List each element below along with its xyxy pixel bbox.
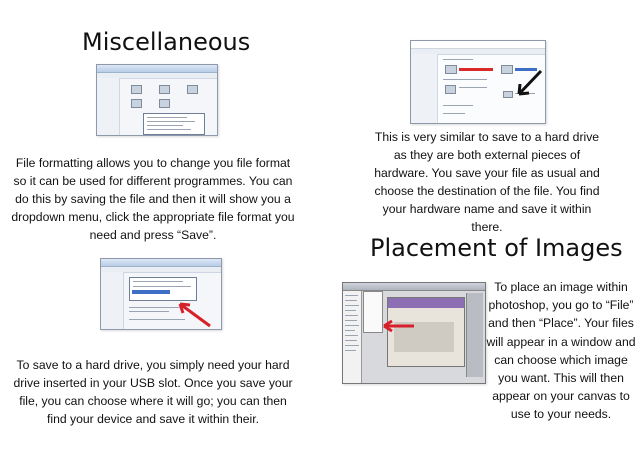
file-format-dropdown bbox=[143, 113, 205, 135]
black-arrow-icon bbox=[508, 66, 548, 106]
red-arrow-icon bbox=[166, 296, 226, 336]
miscellaneous-heading: Miscellaneous bbox=[82, 28, 251, 56]
hard-drive-paragraph: To save to a hard drive, you simply need your hard drive inserted in your USB slot. Once you save your file, you can choose where it will go; you can then find your device and save it within their. bbox=[13, 358, 293, 426]
red-arrow-icon bbox=[380, 318, 420, 334]
save-as-dialog-screenshot bbox=[96, 64, 218, 136]
placement-of-images-paragraph: To place an image within photoshop, you go to “File” and then “Place”. Your files will appear in a window and can choose which image you want. This will then appear on your canvas to use to your needs. bbox=[486, 280, 636, 422]
placement-of-images-heading: Placement of Images bbox=[370, 234, 623, 262]
file-formatting-paragraph: File formatting allows you to change you file format so it can be used for different programmes. You can do this by saving the file and then it will show you a dropdown menu, click the appropriate file format you need and press “Save”. bbox=[11, 156, 295, 242]
file-menu-list bbox=[343, 291, 362, 383]
external-hardware-paragraph: This is very similar to save to a hard drive as they are both external pieces of hardware. You save your file as usual and choose the destination of the file. You find your hardware name and save it within there. bbox=[374, 130, 600, 234]
